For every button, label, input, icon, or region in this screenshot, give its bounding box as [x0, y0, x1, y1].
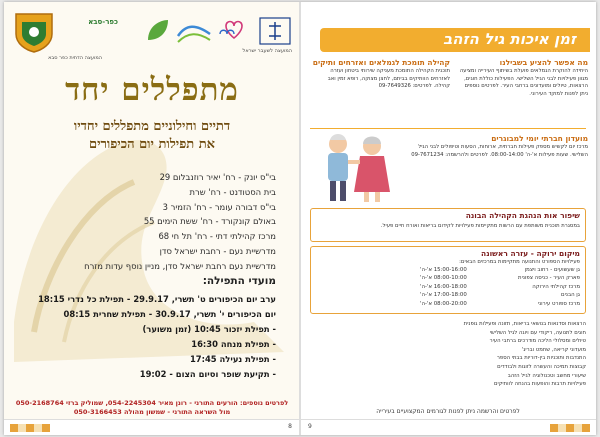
prayer-time-item: - תקיעת שופר וסיום הצום - 19:02 — [139, 368, 276, 379]
activity-item: שיעורי מחשב וטכנולוגיה לגיל הזהב — [507, 372, 586, 379]
schedule-time: 08:00-20:00 א'-ה' — [420, 300, 467, 307]
schedule-place: מרכז ספורט עירוני — [537, 300, 580, 307]
schedule-place: גן הבנים — [561, 292, 580, 299]
schedule-table — [420, 266, 580, 308]
right-page — [300, 2, 596, 435]
religious-council-label: המועצה הדתית כפר סבא — [48, 55, 102, 61]
activity-item: חוגים לתנועה, ריקודי עם ויוגה לגיל השלישי — [489, 329, 586, 336]
activity-item: פעילויות תרבות והופעות בהנחה לוותיקים — [493, 381, 586, 388]
activity-item: קבוצות תמיכה והעשרה לזוגות ולבודדים — [497, 363, 586, 370]
prayer-time-item: יום הכיפורים י' תשרי, 30.9.17 - תפילת שחרית 08:15 — [63, 308, 276, 319]
prayer-times-heading: מועדי התפילה: — [202, 275, 276, 287]
schedule-row — [420, 283, 580, 291]
contact-line: לפרטים נוספים: הורעים התורני - רונן מאיר 054-2245304, שמוליק ברזי 050-2168764 — [15, 399, 289, 407]
partner-wave-logo — [176, 16, 212, 46]
info-box-title: שיפור אות הנהגת הקהילה הבונה — [465, 211, 580, 220]
partner-hearts-logo — [216, 16, 254, 46]
location-item: בית הסטודנט - רח' שרת — [189, 186, 276, 197]
page-footer-bar — [4, 419, 300, 435]
prayer-times-list — [26, 292, 276, 381]
schedule-time: 15:00-16:00 א'-ה' — [420, 267, 467, 273]
subtitle-line: דתיים וחילוניים מתפללים יחדיו — [73, 119, 231, 134]
prayer-time-item: - תפילת מנחה 16:30 — [191, 338, 276, 349]
location-item: מדרשיית נעם - רחבת ישראל סדן — [159, 245, 276, 256]
location-item: בי"ס דבורה עומר - רח' הזמיר 3 — [162, 201, 276, 212]
activities-list — [310, 320, 586, 389]
page-footer-bar — [300, 419, 596, 435]
schedule-row — [420, 291, 580, 299]
section-header-bar — [320, 28, 590, 52]
schedule-time: 16:00-18:00 א'-ה' — [420, 283, 467, 290]
location-item: מדרשיית נעם רחבת ישראל סדן, מניין נוסף עדות מזרח — [84, 260, 276, 271]
section-body: מרכז יום לקשיש מספק פעילות חברתית, ארוחות, הסעות וטיפולים לבני הגיל השלישי. שעות פעילות א'-ה' 08:00-14:00. לפרטים ולהרשמה: 09-7671234 — [411, 144, 588, 158]
activity-item: מועדוני קריאה, שחמט ובריג' — [521, 346, 586, 353]
logo-strip — [12, 10, 292, 60]
magazine-spread — [4, 2, 596, 435]
schedule-box-title: מיקום ירוקה - עזרה ראשונה — [481, 249, 580, 258]
prayer-time-item: - תפילת יזכור 10:45 (זמן משוער) — [142, 323, 276, 334]
divider — [310, 128, 586, 129]
prayer-time-item: ערב יום הכיפורים ט' תשרי, 29.9.17 - תפילת כל נדרי 18:15 — [38, 294, 276, 304]
schedule-intro: פעילויות הספורט והתנועה מתקיימות במרכזים הבאים: — [459, 259, 580, 265]
contact-footer — [4, 399, 300, 417]
schedule-time: 08:00-10:00 א'-ה' — [420, 275, 467, 282]
info-box-body: במסגרת תוכנית משותפת עם הרשות מתקיימות פעילויות לקידום בריאות ואורח חיים פעיל. — [380, 223, 580, 229]
elderly-couple-illustration — [308, 130, 404, 206]
schedule-time: 17:00-18:00 א'-ה' — [420, 292, 467, 299]
section-title: מה אפשר להציע בשבילנו — [499, 58, 588, 67]
state-emblem-icon — [258, 16, 292, 46]
schedule-row — [420, 266, 580, 274]
prayer-time-item: - תפילת נעילה 17:45 — [189, 353, 276, 364]
section-title: קהילה תומכת לגמלאים ואזרחים ותיקים — [312, 58, 450, 67]
section-body: תוכנית הקהילה התומכת מעניקה שירותי ביטחון ועזרה לאזרחים הוותיקים בביתם, לחצן מצוקה, רופא זמין ואב קהילה. לפרטים: 09-7649326 — [327, 68, 450, 89]
kfar-saba-logo — [12, 10, 56, 54]
location-item: בי"ס יונק - רח' יאיר רוזנבלום 29 — [159, 172, 276, 182]
page-gutter — [299, 2, 301, 435]
schedule-place: מרכז קהילתי הירוקה — [532, 283, 580, 290]
section-title: מועדון חברתי יומי למבוגרים — [491, 134, 588, 143]
schedule-place: פארק העיר - כניסה צפונית — [518, 275, 580, 282]
schedule-place: גן שעשועים - רחוב ויצמן — [524, 267, 580, 273]
location-item: מרכז קהילתי דתי - רח' תל חי 68 — [158, 231, 276, 242]
subtitle-line: את תפילות יום הכיפורים — [89, 137, 215, 152]
activity-item: טיולים ומסלולי הליכה מודרכים ברחבי העיר — [489, 338, 586, 345]
page-subtitle — [4, 118, 300, 154]
left-page — [4, 2, 300, 435]
section-header-title: זמן איכות גיל הזהב — [443, 30, 576, 48]
schedule-row — [420, 274, 580, 282]
activity-item: התנדבות ותוכניות בין-דוריות בבתי הספר — [496, 355, 586, 362]
contact-line: מול השראה התורני - שמשון מהולה 050-3166453 — [73, 408, 231, 416]
right-page-footer: לפרטים והרשמה ניתן לפנות לגורמים המקצועיים בעירייה — [376, 408, 520, 415]
decorative-stripes — [10, 424, 50, 432]
schedule-row — [420, 300, 580, 308]
page-number: 8 — [288, 423, 292, 430]
page-number: 9 — [308, 423, 312, 430]
decorative-stripes — [550, 424, 590, 432]
prayer-locations-list — [16, 170, 276, 274]
kfar-saba-logo-label: כפר-סבא — [88, 18, 118, 26]
section-body: היחידה להוקרת הגמלאים פועלת בשיתוף העירייה ומציעה מגוון פעילויות לבני הגיל השלישי. הפעילות כוללת חוגים, הרצאות, טיולים ומועדונים ברחבי העיר. לפרטים נוספים ניתן לפנות למוקד העירוני. — [459, 68, 588, 97]
page-title: מתפללים יחד — [65, 72, 239, 108]
location-item: באולם קונקורד - רח' ששת הימים 55 — [143, 216, 276, 227]
activity-item: הרצאות וסדנאות בנושאי בריאות, תזונה ופעילות גופנית — [463, 321, 586, 327]
partner-leaf-logo — [142, 16, 172, 46]
partner-label: המועצה לשעבר ישראל — [242, 48, 292, 54]
